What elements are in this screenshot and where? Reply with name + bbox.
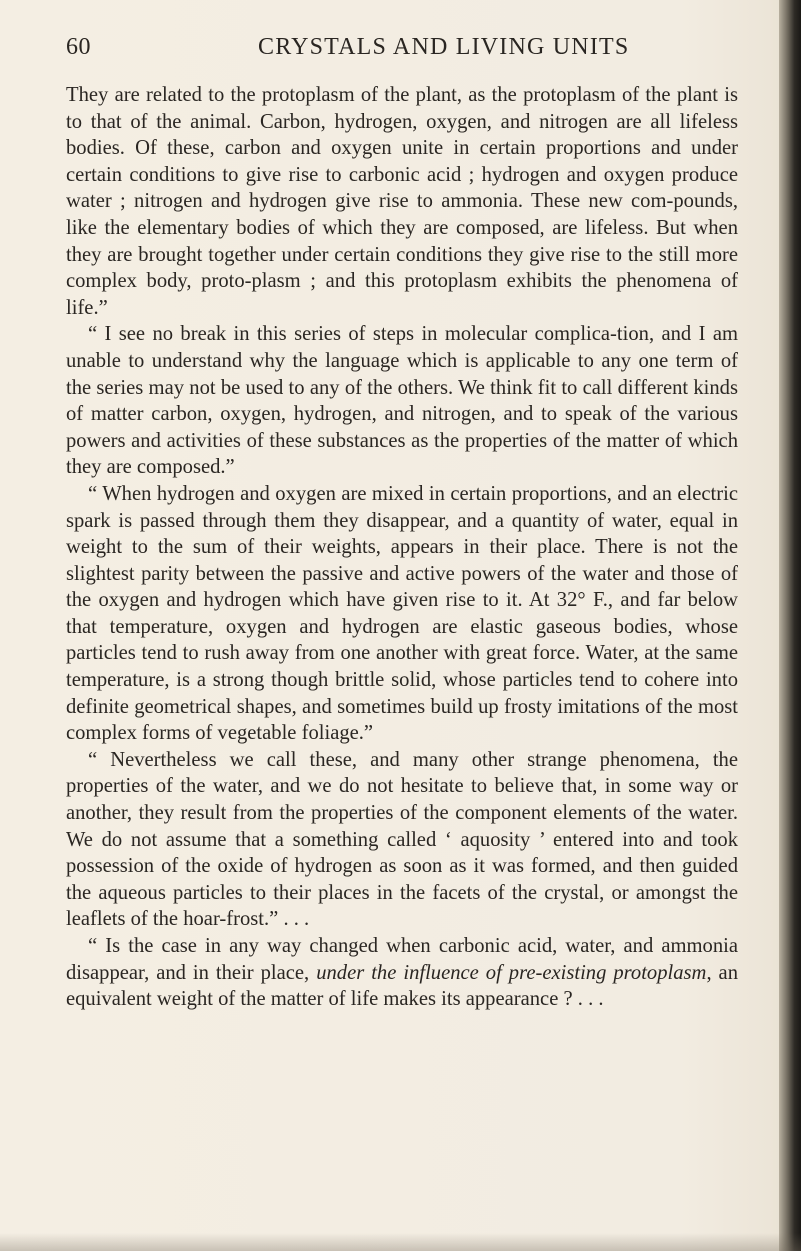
question-text-italic: under the influence of pre-existing protoplasm (316, 961, 707, 984)
paragraph-hydrogen-oxygen-water: “ When hydrogen and oxygen are mixed in certain proportions, and an electric spark is passed through them they disappear, and a quantity of water, equal in weight to the sum of their weights, appears in their place. There is not the slightest parity between the passive and active powers of the water and those of the oxygen and hydrogen which have given rise to it. At 32° F., and far below that temperature, oxygen and hydrogen are elastic gaseous bodies, whose particles tend to rush away from one another with great force. Water, at the same temperature, is a strong though brittle solid, whose particles tend to cohere into definite geometrical shapes, and sometimes build up frosty imitations of the most complex forms of vegetable foliage.” (66, 482, 738, 745)
question-text-end: , an equivalent weight of the matter of life makes its appearance ? . . . (66, 961, 738, 1011)
running-title: CRYSTALS AND LIVING UNITS (258, 34, 630, 60)
paragraph-protoplasm-relation: They are related to the protoplasm of the plant, as the protoplasm of the plant is to that of the animal. Carbon, hydrogen, oxygen, and nitrogen are all lifeless bodies. Of these, carbon and oxygen unite in certain proportions and under certain conditions to give rise to carbonic acid ; hydrogen and oxygen produce water ; nitrogen and hydrogen give rise to ammonia. These new com-pounds, like the elementary bodies of which they are composed, are lifeless. But when they are brought together under certain conditions they give rise to the still more complex body, proto-plasm ; and this protoplasm exhibits the phenomena of life.” (66, 84, 738, 319)
page-number: 60 (66, 34, 91, 60)
paragraph-aquosity: “ Nevertheless we call these, and many other strange phenomena, the properties of the water, and we do not hesitate to believe that, in some way or another, they result from the properties of the component elements of the water. We do not assume that a something called ‘ aquosity ’ entered into and took possession of the oxide of hydrogen as soon as it was formed, and then guided the aqueous particles to their places in the facets of the crystal, or amongst the leaflets of the hoar-frost.” . . . (66, 748, 738, 931)
paragraph-question (66, 933, 738, 1013)
book-binding-edge (779, 0, 801, 1251)
question-text-start: “ Is the case in any way changed when carbonic acid, water, and ammonia disappear, and in their place, (66, 935, 738, 984)
paragraph-molecular-complication: “ I see no break in this series of steps in molecular complica-tion, and I am unable to understand why the language which is applicable to any one term of the series may not be used to any of the others. We think fit to call different kinds of matter carbon, oxygen, hydrogen, and nitrogen, and to speak of the various powers and activities of these substances as the properties of the matter of which they are composed.” (66, 323, 738, 479)
body-text (66, 82, 738, 1013)
running-head (66, 34, 736, 68)
page-bottom-shadow (0, 1233, 801, 1251)
